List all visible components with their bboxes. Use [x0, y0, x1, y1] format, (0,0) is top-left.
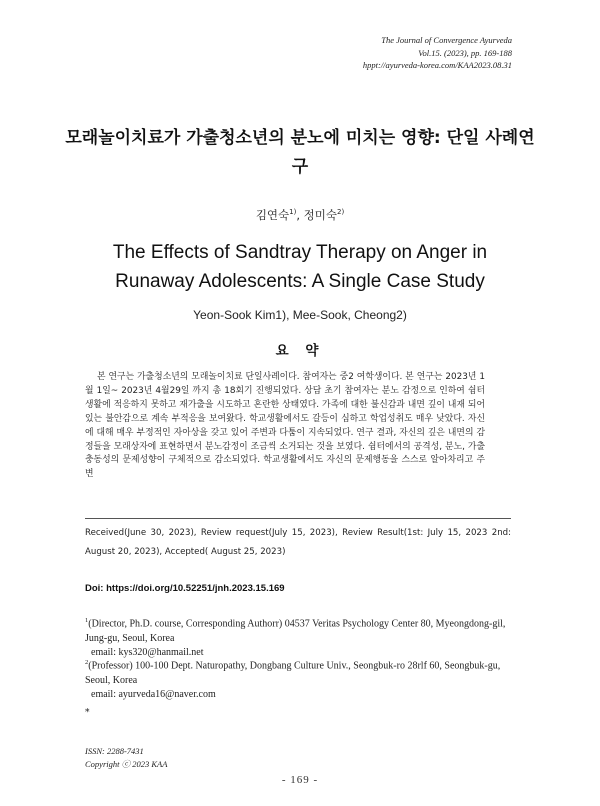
issn-text: ISSN: 2288-7431 [85, 746, 144, 756]
abstract-heading: 요 약 [275, 343, 325, 359]
footnote-divider [85, 518, 511, 519]
title-korean: 모래놀이치료가 가출청소년의 분노에 미치는 영향: 단일 사례연구 [65, 128, 535, 177]
footer-issn [85, 745, 167, 771]
affiliation-2-text: (Professor) 100-100 Dept. Naturopathy, Dongbang Culture Univ., Seongbuk-ro 28rlf 60, Seongbuk-gu, Seoul, Korea [85, 660, 501, 686]
journal-name: The Journal of Convergence Ayurveda [381, 35, 512, 45]
authors-english: Yeon-Sook Kim1), Mee-Sook, Cheong2) [193, 308, 407, 322]
abstract-body [85, 371, 485, 482]
journal-volume: Vol.15. (2023), pp. 169-188 [418, 47, 512, 58]
authors-korean [0, 207, 600, 223]
author-separator: , [296, 208, 304, 222]
author-2-name: 정미숙 [303, 208, 337, 222]
author-2-sup: 2) [336, 208, 345, 217]
affiliation-2-marker: 2 [85, 659, 89, 666]
doi-link[interactable]: Doi: https://doi.org/10.52251/jnh.2023.15.169 [85, 583, 285, 594]
received-dates: Received(June 30, 2023), Review request(July 15, 2023), Review Result(1st: July 15, 2023 2nd: August 20, 2023), Accepted( August 25, 2023) [85, 528, 511, 557]
author-1-name: 김연숙 [255, 208, 290, 222]
abstract-paragraph: 본 연구는 가출청소년의 모래놀이치료 단일사례이다. 참여자는 중2 여학생이다. 본 연구는 2023년 1월 1일~ 2023년 4월29일 까지 총 18회기 진행되었다. 상담 초기 참여자는 분노 감정으로 인하여 쉼터 생활에 적응하지 못하고 재가출을 시도하고 혼란한 상태였다. 가족에 대한 불신감과 내면 깊이 내재 되어 있는 불안감으로 계속 부적응을 보여왔다. 학교생활에서도 갈등이 심하고 학업성취도 매우 낮았다. 자신에 대해 매우 부정적인 자아상을 갖고 있어 주변과 다툼이 지속되었다. 연구 결과, 자신의 깊은 내면의 감정들을 모래상자에 표현하면서 분노감정이 조금씩 소거되는 것을 보였다. 쉼터에서의 공격성, 분노, 가출 충동성의 문제성향이 구체적으로 감소되었다. 학교생활에서도 자신의 문제행동을 스스로 알아차리고 주변 [85, 372, 485, 480]
page-number: - 169 - [281, 774, 319, 786]
footnote-star: * [85, 708, 90, 718]
copyright-text: Copyright ⓒ 2023 KAA [85, 759, 168, 769]
affiliation-1-email[interactable]: email: kys320@hanmail.net [91, 647, 204, 659]
author-1-sup: 1) [289, 208, 297, 217]
affiliation-1-marker: 1 [85, 617, 89, 624]
journal-header [363, 34, 512, 72]
title-english: The Effects of Sandtray Therapy on Anger in Runaway Adolescents: A Single Case Study [112, 242, 488, 292]
affiliation-2 [85, 656, 513, 703]
affiliation-1-text: (Director, Ph.D. course, Corresponding Authorr) 04537 Veritas Psychology Center 80, Myeongdong-gil, Jung-gu, Seoul, Korea [85, 618, 506, 644]
affiliation-2-email[interactable]: email: ayurveda16@naver.com [91, 689, 216, 701]
affiliation-1 [85, 614, 513, 661]
journal-url: hppt://ayurveda-korea.com/KAA2023.08.31 [362, 60, 512, 70]
